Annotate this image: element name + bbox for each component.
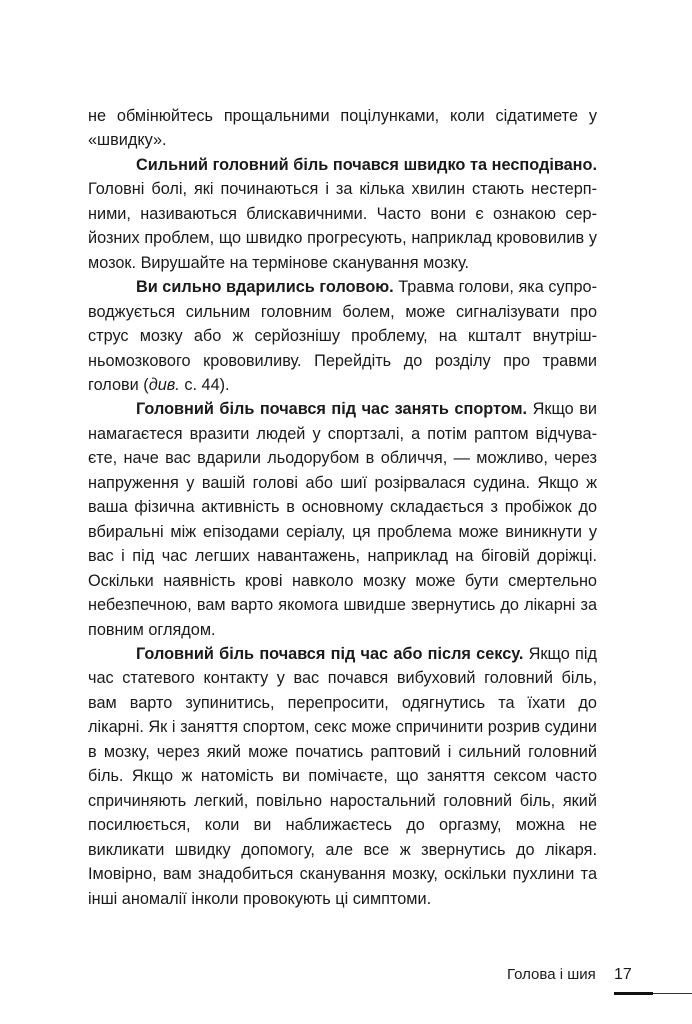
paragraph-text: не обмінюйтесь прощальними поцілунками, коли сідатимете у «швидку». [88,107,597,150]
paragraph-lead: Головний біль почався під час або після сексу. [136,644,524,663]
paragraph-lead: Ви сильно вдарились головою. [136,278,394,297]
cross-reference-label: див. [148,375,180,394]
paragraph-lead: Сильний головний біль почався швидко та несподівано. [136,155,597,174]
paragraph-head-injury [88,275,597,397]
paragraph-text: Головні болі, які починаються і за кілька хвилин стають нестерпними, називаються блискавичними. Часто вони є ознакою серйозних проблем, що швидко прогресують, наприклад крововилив у мозок. Вирушайте на термінове сканування мозку. [88,180,597,272]
paragraph-text: Якщо ви намагаєтеся вразити людей у спортзалі, а потім раптом відчуваєте, наче вас вдарили льодорубом в обличчя, — можливо, через напруження у вашій голові або шиї розірвалася судина. Якщо ж ваша фізична активність в основному складається з пробіжок до вбиральні між епізодами серіалу, ця проблема може виникнути у вас і під час легших навантажень, наприклад на біговій доріжці. Оскільки наявність крові навколо мозку може бути смертельно небезпечною, вам варто якомога швидше звернутись до лікарні за повним оглядом. [88,400,597,639]
paragraph-sex-headache [88,642,597,911]
page-number: 17 [614,966,632,983]
running-footer-section-title: Голова і шия [507,966,596,983]
paragraph-sudden-headache [88,153,597,275]
paragraph-text: Якщо під час статевого контакту у вас почався вибуховий головний біль, вам варто зупинитись, перепросити, одягнутись та їхати до лікарні. Як і заняття спортом, секс може спричинити розрив судини в мозку, через який може початись раптовий і сильний головний біль. Якщо ж натомість ви помічаєте, що заняття сексом часто спричиняють легкий, повільно наростальний головний біль, який посилюється, коли ви наближаєтесь до оргазму, можна не викликати швидку допомогу, але все ж звернутись до лікаря. Імовірно, вам знадобиться сканування мозку, оскільки пухлини та інші аномалії інколи провокують ці симптоми. [88,644,597,908]
paragraph-lead: Головний біль почався під час занять спортом. [136,400,528,419]
page-body [88,104,597,911]
paragraph-text: Травма голови, яка супроводжується сильним головним болем, може сигналізувати про струс мозку або ж серйознішу проблему, на кшталт внутрішньомозкового крововиливу. Перейдіть до розділу про травми голови ( [88,278,597,394]
footer-rule-thin [653,993,692,994]
paragraph-exercise-headache [88,397,597,642]
cross-reference-page: с. 44). [179,375,230,394]
footer-rule-thick [614,992,653,995]
paragraph-continuation [88,104,597,153]
